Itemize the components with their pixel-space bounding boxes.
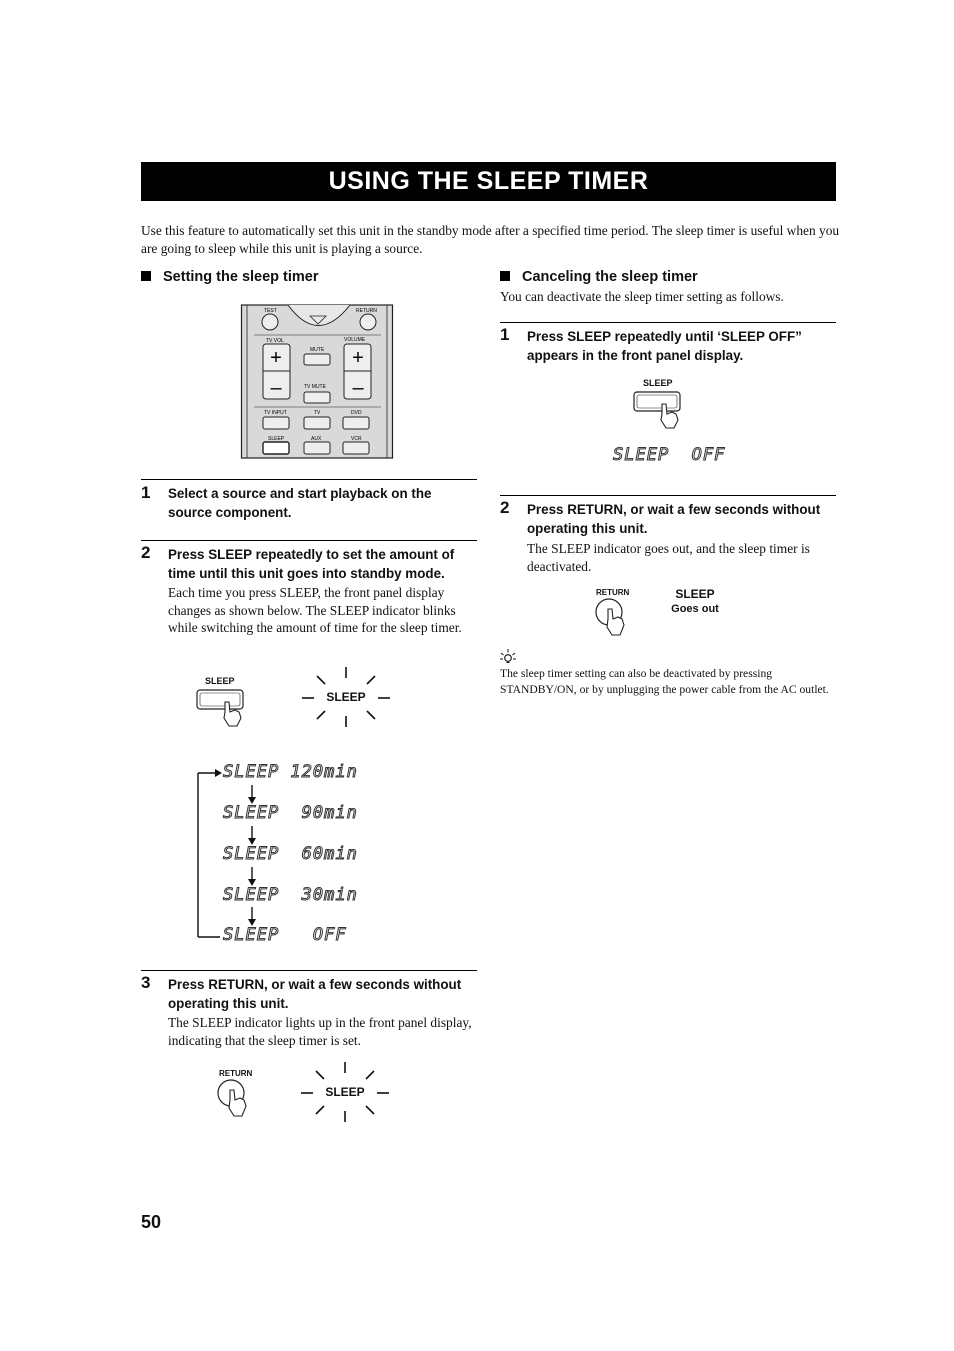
- canceling-heading: [500, 269, 698, 285]
- step2-body: Each time you press SLEEP, the front panel display changes as shown below. The SLEEP indicator blinks while switching the amount of time for the sleep timer.: [168, 585, 462, 635]
- svg-text:+: +: [352, 347, 364, 369]
- step3-number: 3: [141, 973, 151, 992]
- step3-text: Press RETURN, or wait a few seconds without operating this unit.: [168, 977, 462, 1011]
- r-return-press-hand-icon: [592, 597, 632, 639]
- lcd-sleep-off: SLEEP OFF: [223, 925, 347, 945]
- setting-heading: [141, 269, 319, 285]
- intro-paragraph: Use this feature to automatically set this unit in the standby mode after a specified time period. The sleep timer is useful when you are going to sleep while this unit is playing a source.: [141, 223, 840, 256]
- fig3-sleep-indicator: SLEEP: [325, 1085, 365, 1099]
- remote-tv-label: TV: [314, 410, 321, 416]
- step1-rule: [141, 479, 477, 480]
- setting-heading-text: Setting the sleep timer: [163, 269, 319, 285]
- r-step1-number: 1: [500, 325, 510, 344]
- step2-rule: [141, 540, 477, 541]
- r-step2-number: 2: [500, 498, 510, 517]
- square-bullet-icon: [500, 271, 510, 281]
- r-step2-text: Press RETURN, or wait a few seconds without operating this unit.: [527, 502, 821, 536]
- fig3-return-label: RETURN: [219, 1069, 253, 1078]
- r-step1-text: Press SLEEP repeatedly until ‘SLEEP OFF” appears in the front panel display.: [527, 329, 802, 363]
- remote-tvmute-label: TV MUTE: [304, 384, 326, 390]
- remote-vcr-label: VCR: [351, 436, 362, 442]
- r-fig2-return-label: RETURN: [596, 588, 630, 597]
- remote-control-illustration: [240, 304, 395, 460]
- press-hand-icon: [195, 688, 250, 730]
- r-fig2-goes-out: Goes out: [671, 603, 719, 615]
- svg-text:+: +: [270, 347, 282, 369]
- fig2-sleep-button-label: SLEEP: [205, 676, 235, 686]
- remote-dvd-label: DVD: [351, 410, 362, 416]
- svg-text:–: –: [270, 377, 282, 399]
- remote-mute-label: MUTE: [310, 347, 325, 353]
- lcd-sleep-30: SLEEP 30min: [223, 885, 358, 905]
- step1-number: 1: [141, 483, 151, 502]
- remote-volume-label: VOLUME: [344, 337, 366, 343]
- step3-body: The SLEEP indicator lights up in the front panel display, indicating that the sleep timer is set.: [168, 1015, 472, 1048]
- r-step1-rule: [500, 322, 836, 323]
- remote-tvvol-label: TV VOL: [266, 338, 284, 344]
- return-press-hand-icon: [214, 1078, 254, 1120]
- remote-sleep-label: SLEEP: [268, 436, 285, 442]
- r-step2-body: The SLEEP indicator goes out, and the sleep timer is deactivated.: [527, 541, 810, 574]
- canceling-subtext: You can deactivate the sleep timer setting as follows.: [500, 289, 784, 304]
- remote-test-label: TEST: [264, 308, 277, 314]
- page-number: 50: [141, 1212, 162, 1232]
- r-step2-rule: [500, 495, 836, 496]
- step3-rule: [141, 970, 477, 971]
- lightbulb-icon: [499, 648, 517, 666]
- r-lcd-sleep-off: SLEEP OFF: [613, 445, 726, 465]
- remote-tvinput-label: TV INPUT: [264, 410, 287, 416]
- step2-text: Press SLEEP repeatedly to set the amount of time until this unit goes into standby mode.: [168, 547, 455, 581]
- step1-text: Select a source and start playback on the source component.: [168, 486, 432, 520]
- remote-aux-label: AUX: [311, 436, 322, 442]
- r-fig1-sleep-label: SLEEP: [643, 378, 673, 388]
- tip-text: The sleep timer setting can also be deactivated by pressing STANDBY/ON, or by unplugging the power cable from the AC outlet.: [500, 667, 829, 696]
- r-press-hand-icon: [632, 390, 687, 432]
- remote-return-label: RETURN: [356, 308, 377, 314]
- step2-number: 2: [141, 543, 151, 562]
- square-bullet-icon: [141, 271, 151, 281]
- canceling-heading-text: Canceling the sleep timer: [522, 269, 698, 285]
- lcd-sleep-120: SLEEP 120min: [223, 762, 358, 782]
- r-fig2-sleep-indicator: SLEEP: [675, 587, 715, 601]
- lcd-sleep-60: SLEEP 60min: [223, 844, 358, 864]
- svg-text:–: –: [352, 377, 364, 399]
- page-title: USING THE SLEEP TIMER: [141, 162, 836, 201]
- lcd-sleep-90: SLEEP 90min: [223, 803, 358, 823]
- fig2-sleep-indicator: SLEEP: [326, 690, 366, 704]
